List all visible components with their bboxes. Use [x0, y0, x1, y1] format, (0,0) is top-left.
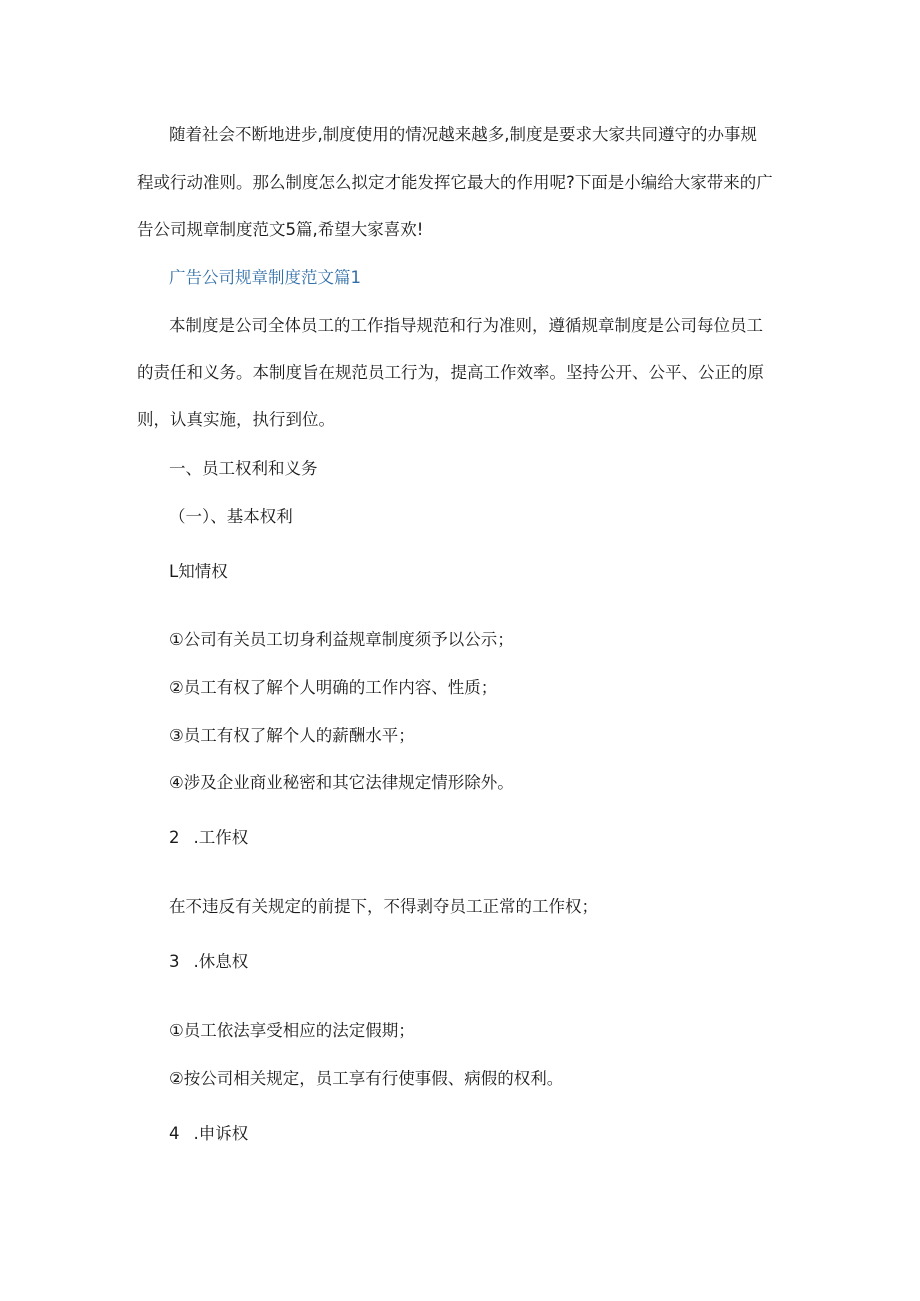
item-2-heading: [169, 827, 829, 849]
item-3-number: 3: [169, 952, 180, 971]
item-2-text: 在不违反有关规定的前提下，不得剥夺员工正常的工作权；: [169, 897, 598, 916]
item-3-point-1: ①员工依法享受相应的法定假期；: [169, 1021, 415, 1040]
item-4-number: 4: [169, 1124, 180, 1143]
item-3-heading: [169, 951, 829, 973]
item-1-point-2: ②员工有权了解个人明确的工作内容、性质；: [169, 678, 498, 697]
section-title: 广告公司规章制度范文篇1: [169, 268, 361, 287]
item-4-heading: [169, 1123, 829, 1145]
item-4-title: .申诉权: [193, 1124, 249, 1143]
item-1-point-1: ①公司有关员工切身利益规章制度须予以公示；: [169, 630, 514, 649]
intro-line-2: 程或行动准则。那么制度怎么拟定才能发挥它最大的作用呢?下面是小编给大家带来的广: [137, 173, 773, 192]
item-2-number: 2: [169, 828, 180, 847]
purpose-line-1: 本制度是公司全体员工的工作指导规范和行为准则，遵循规章制度是公司每位员工: [169, 316, 763, 335]
item-1-point-4: ④涉及企业商业秘密和其它法律规定情形除外。: [169, 773, 514, 792]
purpose-line-2: 的责任和义务。本制度旨在规范员工行为，提高工作效率。坚持公开、公平、公正的原: [137, 363, 764, 382]
item-3-title: .休息权: [193, 952, 249, 971]
heading-rights-duties: 一、员工权利和义务: [169, 459, 318, 478]
heading-basic-rights: （一）、基本权利: [169, 507, 293, 526]
item-1-point-3: ③员工有权了解个人的薪酬水平；: [169, 726, 415, 745]
item-3-point-2: ②按公司相关规定，员工享有行使事假、病假的权利。: [169, 1069, 564, 1088]
intro-line-1: 随着社会不断地进步,制度使用的情况越来越多,制度是要求大家共同遵守的办事规: [169, 125, 757, 144]
item-1-title: L知情权: [169, 562, 228, 581]
intro-line-3: 告公司规章制度范文5篇,希望大家喜欢!: [137, 220, 424, 239]
purpose-line-3: 则，认真实施，执行到位。: [137, 410, 335, 429]
item-2-title: .工作权: [193, 828, 249, 847]
